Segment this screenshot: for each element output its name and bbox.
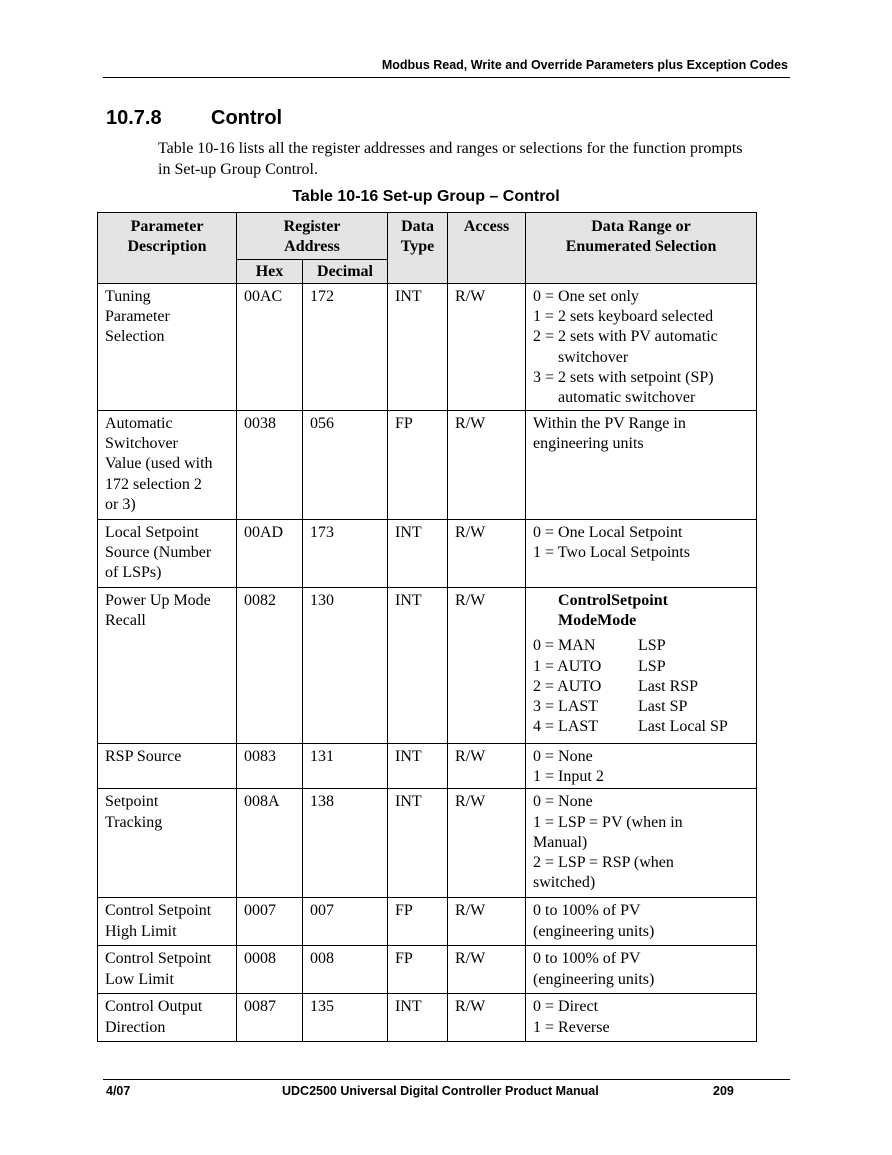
section-number: 10.7.8 xyxy=(106,107,162,129)
hex-cell: 0008 xyxy=(237,946,303,994)
footer-date: 4/07 xyxy=(106,1084,131,1098)
table-row xyxy=(98,994,757,1042)
data-range-cell: 0 = Direct 1 = Reverse xyxy=(526,994,757,1042)
parameter-cell: Local Setpoint Source (Number of LSPs) xyxy=(98,519,237,587)
hex-cell: 0038 xyxy=(237,410,303,519)
data-type-cell: INT xyxy=(388,283,448,410)
section-title: Control xyxy=(211,107,283,129)
decimal-cell: 130 xyxy=(303,587,388,743)
data-type-cell: FP xyxy=(388,898,448,946)
header-data-type: Data Type xyxy=(388,213,448,284)
header-decimal: Decimal xyxy=(303,259,388,283)
table-body xyxy=(98,283,757,1041)
access-cell: R/W xyxy=(448,519,526,587)
decimal-cell: 008 xyxy=(303,946,388,994)
table-row xyxy=(98,898,757,946)
data-type-cell: INT xyxy=(388,994,448,1042)
hex-cell: 0082 xyxy=(237,587,303,743)
footer-manual-title: UDC2500 Universal Digital Controller Product Manual xyxy=(282,1084,599,1098)
parameter-table xyxy=(97,212,757,1042)
data-range-cell xyxy=(526,587,757,743)
table-row xyxy=(98,743,757,789)
parameter-cell: Setpoint Tracking xyxy=(98,789,237,898)
table-row xyxy=(98,283,757,410)
access-cell: R/W xyxy=(448,789,526,898)
data-range-cell: 0 = None 1 = Input 2 xyxy=(526,743,757,789)
range-option: 1 = AUTO LSP xyxy=(533,657,666,675)
decimal-cell: 131 xyxy=(303,743,388,789)
range-option: 4 = LAST Last Local SP xyxy=(533,718,728,736)
parameter-cell: Control Output Direction xyxy=(98,994,237,1042)
data-type-cell: FP xyxy=(388,946,448,994)
access-cell: R/W xyxy=(448,587,526,743)
footer-page-number: 209 xyxy=(713,1084,734,1098)
running-header: Modbus Read, Write and Override Parameters plus Exception Codes xyxy=(381,58,788,72)
decimal-cell: 172 xyxy=(303,283,388,410)
access-cell: R/W xyxy=(448,898,526,946)
parameter-cell: RSP Source xyxy=(98,743,237,789)
data-range-cell: 0 to 100% of PV (engineering units) xyxy=(526,946,757,994)
header-parameter-description: Parameter Description xyxy=(98,213,237,284)
intro-paragraph: Table 10-16 lists all the register addresses and ranges or selections for the function prompts in Set-up Group Control. xyxy=(158,140,743,178)
header-hex: Hex xyxy=(237,259,303,283)
data-type-cell: INT xyxy=(388,789,448,898)
data-type-cell: FP xyxy=(388,410,448,519)
range-subheader: ModeMode xyxy=(558,611,637,629)
table-row xyxy=(98,789,757,898)
access-cell: R/W xyxy=(448,743,526,789)
table-row xyxy=(98,587,757,743)
hex-cell: 0007 xyxy=(237,898,303,946)
decimal-cell: 135 xyxy=(303,994,388,1042)
range-option: 0 = MAN LSP xyxy=(533,637,666,655)
data-type-cell: INT xyxy=(388,743,448,789)
header-data-range: Data Range or Enumerated Selection xyxy=(526,213,757,284)
hex-cell: 008A xyxy=(237,789,303,898)
parameter-cell: Automatic Switchover Value (used with 172 selection 2 or 3) xyxy=(98,410,237,519)
access-cell: R/W xyxy=(448,283,526,410)
parameter-cell: Tuning Parameter Selection xyxy=(98,283,237,410)
access-cell: R/W xyxy=(448,946,526,994)
decimal-cell: 007 xyxy=(303,898,388,946)
access-cell: R/W xyxy=(448,994,526,1042)
range-option: 3 = LAST Last SP xyxy=(533,698,688,716)
decimal-cell: 138 xyxy=(303,789,388,898)
header-access: Access xyxy=(448,213,526,284)
hex-cell: 00AD xyxy=(237,519,303,587)
decimal-cell: 173 xyxy=(303,519,388,587)
range-option: 2 = AUTO Last RSP xyxy=(533,677,699,695)
footer-rule xyxy=(103,1079,790,1080)
hex-cell: 0087 xyxy=(237,994,303,1042)
data-range-cell: 0 = One set only 1 = 2 sets keyboard selected 2 = 2 sets with PV automatic switchover 3 = 2 sets with setpoint (SP) automatic switchover xyxy=(526,283,757,410)
table-row xyxy=(98,410,757,519)
header-register-address: Register Address xyxy=(237,213,388,260)
parameter-cell: Control Setpoint High Limit xyxy=(98,898,237,946)
data-range-cell: 0 to 100% of PV (engineering units) xyxy=(526,898,757,946)
hex-cell: 0083 xyxy=(237,743,303,789)
range-subheader: ControlSetpoint xyxy=(558,591,668,609)
data-type-cell: INT xyxy=(388,519,448,587)
table-row xyxy=(98,946,757,994)
data-range-cell: 0 = One Local Setpoint 1 = Two Local Setpoints xyxy=(526,519,757,587)
data-range-cell: Within the PV Range in engineering units xyxy=(526,410,757,519)
parameter-cell: Control Setpoint Low Limit xyxy=(98,946,237,994)
data-type-cell: INT xyxy=(388,587,448,743)
header-rule xyxy=(103,77,790,78)
access-cell: R/W xyxy=(448,410,526,519)
table-header-row xyxy=(98,213,757,260)
decimal-cell: 056 xyxy=(303,410,388,519)
parameter-cell: Power Up Mode Recall xyxy=(98,587,237,743)
data-range-cell: 0 = None 1 = LSP = PV (when in Manual) 2 = LSP = RSP (when switched) xyxy=(526,789,757,898)
table-caption: Table 10-16 Set-up Group – Control xyxy=(292,188,560,205)
hex-cell: 00AC xyxy=(237,283,303,410)
table-row xyxy=(98,519,757,587)
